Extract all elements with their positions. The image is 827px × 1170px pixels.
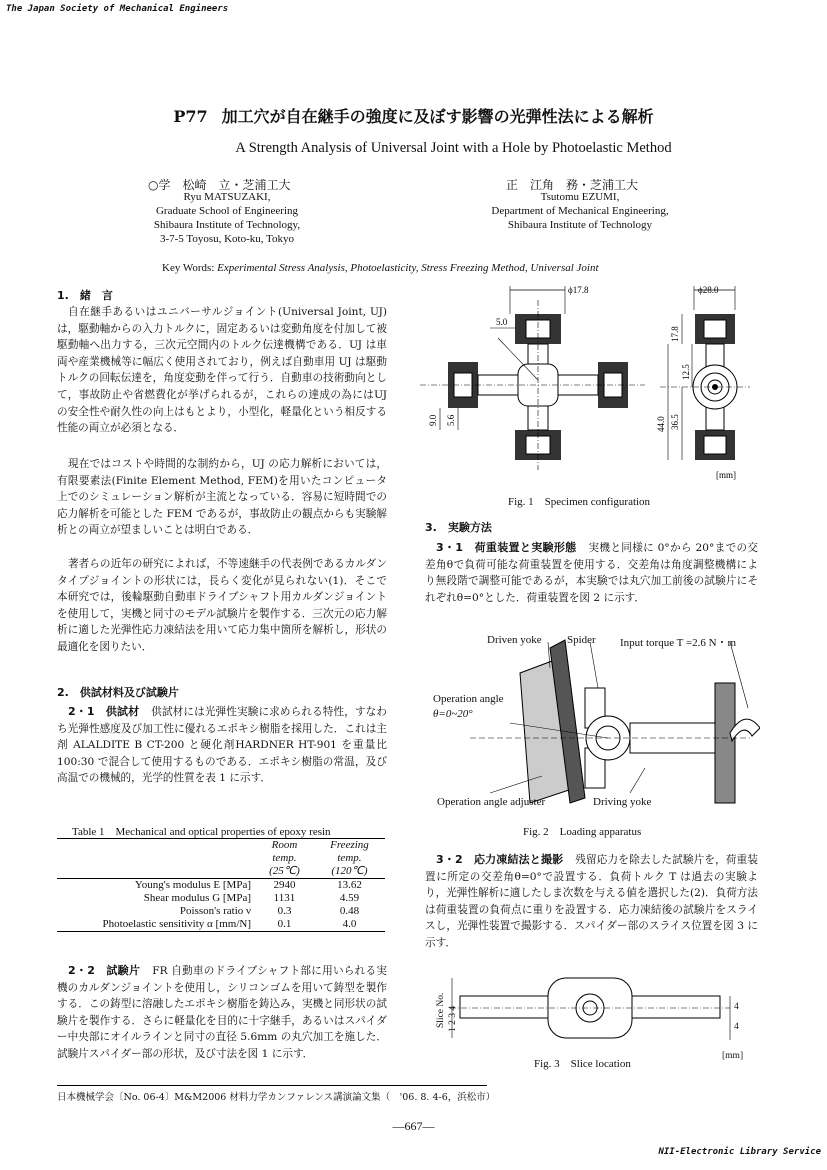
title-jp: 加工穴が自在継手の強度に及ぼす影響の光弾性法による解析 (221, 107, 654, 126)
dim-label: [mm] (716, 470, 736, 480)
fig3-unit: [mm] (722, 1051, 744, 1061)
keywords: Key Words: Experimental Stress Analysis, Photoelasticity, Stress Freezing Method, Universal Joint (162, 262, 599, 274)
fig3-caption: Fig. 3 Slice location (534, 1058, 631, 1070)
dim-label: 9.0 (428, 414, 438, 426)
table1-col-room: Room temp. (25℃) (269, 839, 300, 877)
header-nii: NII-Electronic Library Service (658, 1147, 821, 1157)
table-row: Young's modulus E [MPa] 2940 13.62 (57, 879, 385, 893)
dim-label: 5.0 (496, 317, 508, 327)
fig2-op1: Operation angle (433, 693, 504, 705)
fig2-torque: Input torque T =2.6 N・m (620, 637, 737, 649)
dim-label: 17.8 (670, 326, 680, 342)
sec1-p3: 著者らの近年の研究によれば，不等速継手の代表例であるカルダンタイプジョイントの形状には，長らく変化が見られない(1)．そこで本研究では，後輪駆動自動車ドライブシャフト用カルダンジョイントを使用して，実機と同寸のモデル試験片を製作する．三次元の応力解析に適した光弾性応力凍結法を用いて応力集中箇所を解析し，形状の最適化を図りたい． (57, 558, 387, 653)
fig3-drawing (430, 968, 760, 1048)
fig3-slice-label: Slice No. (436, 992, 446, 1028)
author2-affil: Tsutomu EZUMI, Department of Mechanical Engineering, Shibaura Institute of Technology (491, 191, 669, 231)
fig2-adjuster: Operation angle adjuster (437, 796, 546, 808)
table-row: Shear modulus G [MPa] 1131 4.59 (143, 892, 360, 904)
header-society: The Japan Society of Mechanical Engineers (6, 4, 229, 14)
sec1-heading: 1. 緒 言 (57, 289, 113, 302)
dim-label: 36.5 (670, 414, 680, 430)
page-number: —667— (392, 1119, 435, 1133)
sec3-2-text: 3・2 応力凍結法と撮影 残留応力を除去した試験片を，荷重装置に所定の交差角θ=0°で設置する．負荷トルク T は過去の実験より，光弾性解析に適したしま次数を与える値を選択した(2)．負荷方法は荷重装置の負荷点に重りを設置する．応力凍結後の試験片をスライスし，光弾性装置で撮影する．スパイダー部のスライス位置を図 3 に示す． (425, 853, 758, 949)
fig3-slice-nums: 1 2 3 4 (448, 1005, 458, 1032)
page-title (0, 104, 827, 127)
fig1-drawing (420, 280, 750, 480)
fig2-spider: Spider (567, 634, 596, 646)
sec2-1-text: 2・1 供試材 供試材には光弾性実験に求められる特性，すなわち光弾性感度及び加工性に優れるエポキシ樹脂を採用した．これは主剤 ALALDITE B CT-200 と硬化剤HARDNER HT-901 を重量比 100:30 で混合して使用するものである．エポキシ樹脂の常温，及び高温での機械的，光学的性質を表 1 に示す． (57, 705, 387, 785)
dim-label: 44.0 (656, 416, 666, 432)
fig1-caption: Fig. 1 Specimen configuration (508, 496, 651, 508)
paper-number: P77 (173, 107, 208, 126)
fig2-driven: Driven yoke (487, 634, 542, 646)
sec3-heading: 3. 実験方法 (425, 521, 492, 534)
fig3-dim1: 4 (734, 1002, 739, 1012)
title-en: A Strength Analysis of Universal Joint with a Hole by Photoelastic Method (235, 140, 672, 156)
dim-label: ϕ17.8 (568, 285, 589, 295)
footer-citation: 日本機械学会〔No. 06-4〕M&M2006 材料力学カンファレンス講演論文集（ '06. 8. 4-6，浜松市） (57, 1092, 496, 1103)
sec3-1-text: 3・1 荷重装置と実験形態 実機と同様に 0°から 20°までの交差角θで負荷可能な荷重装置を使用する．交差角は角度調整機構により無段階で調整可能であるが，本実験では丸穴加工前後の試験片にそれぞれθ=0°とした．荷重装置を図 2 に示す． (425, 541, 758, 604)
table1 (57, 838, 385, 932)
dim-label: 12.5 (681, 364, 691, 380)
author2-jp: 正 江角 務・芝浦工大 (506, 178, 639, 192)
fig3-dim2: 4 (734, 1022, 739, 1032)
fig2-driving: Driving yoke (593, 796, 652, 808)
author1-affil: Ryu MATSUZAKI, Graduate School of Engineering Shibaura Institute of Technology, 3-7-5 Toyosu, Koto-ku, Tokyo (153, 191, 301, 245)
sec2-2-text: 2・2 試験片 FR 自動車のドライブシャフト部に用いられる実機のカルダンジョイントを使用し，シリコンゴムを用いて鋳型を製作する．この鋳型に溶融したエポキシ樹脂を鋳込み，実機と同形状の試験片を製作する．さらに軽量化を目的に十字継手，あるいはスパイダー中央部にオイルラインと同寸の直径 5.6mm の丸穴加工を施した．試験片スパイダー部の形状，及び寸法を図 1 に示す． (57, 964, 388, 1060)
table-row: Poisson's ratio ν 0.3 0.48 (179, 905, 360, 917)
fig2-caption: Fig. 2 Loading apparatus (523, 826, 642, 838)
fig2-drawing (430, 628, 760, 813)
fig2-op2: θ=0~20° (433, 708, 473, 720)
dim-label: ϕ28.0 (698, 285, 719, 295)
table-row: Photoelastic sensitivity α [mm/N] 0.1 4.0 (102, 918, 357, 930)
sec1-p1: 自在継手あるいはユニバーサルジョイント(Universal Joint, UJ)は，駆動軸からの入力トルクに，固定あるいは変動角度を付加して被駆動軸へ出力する，三次元空間内のトルク伝達機構である．UJ は車両や産業機械等に幅広く使用されており，例えば自動車用 UJ は駆動トルクの回転伝達を，角度変動を伴って行う．自動車の技術動向として，事故防止や省燃費化が挙げられるが，これらの達成の為にはUJ の安全性や耐久性の向上はもとより，小型化，軽量化という相反する性能の両立が必須となる． (57, 306, 387, 435)
table1-col-freezing: Freezing temp. (120℃) (330, 839, 369, 877)
sec1-p2: 現在ではコストや時間的な制約から，UJ の応力解析においては，有限要素法(Finite Element Method, FEM)を用いたコンピュータ上でのシミュレーション解析が主流となっている．容易に短時間での応力解析を可能とした FEM であるが，事故防止の観点からも実験解析との両立が望ましいことは明白である． (57, 458, 387, 537)
dim-label: 5.6 (446, 414, 456, 426)
table1-caption: Table 1 Mechanical and optical properties of epoxy resin (72, 826, 331, 838)
sec2-heading: 2. 供試材料及び試験片 (57, 686, 179, 699)
author1-jp: ○学 松崎 立・芝浦工大 (148, 178, 291, 192)
